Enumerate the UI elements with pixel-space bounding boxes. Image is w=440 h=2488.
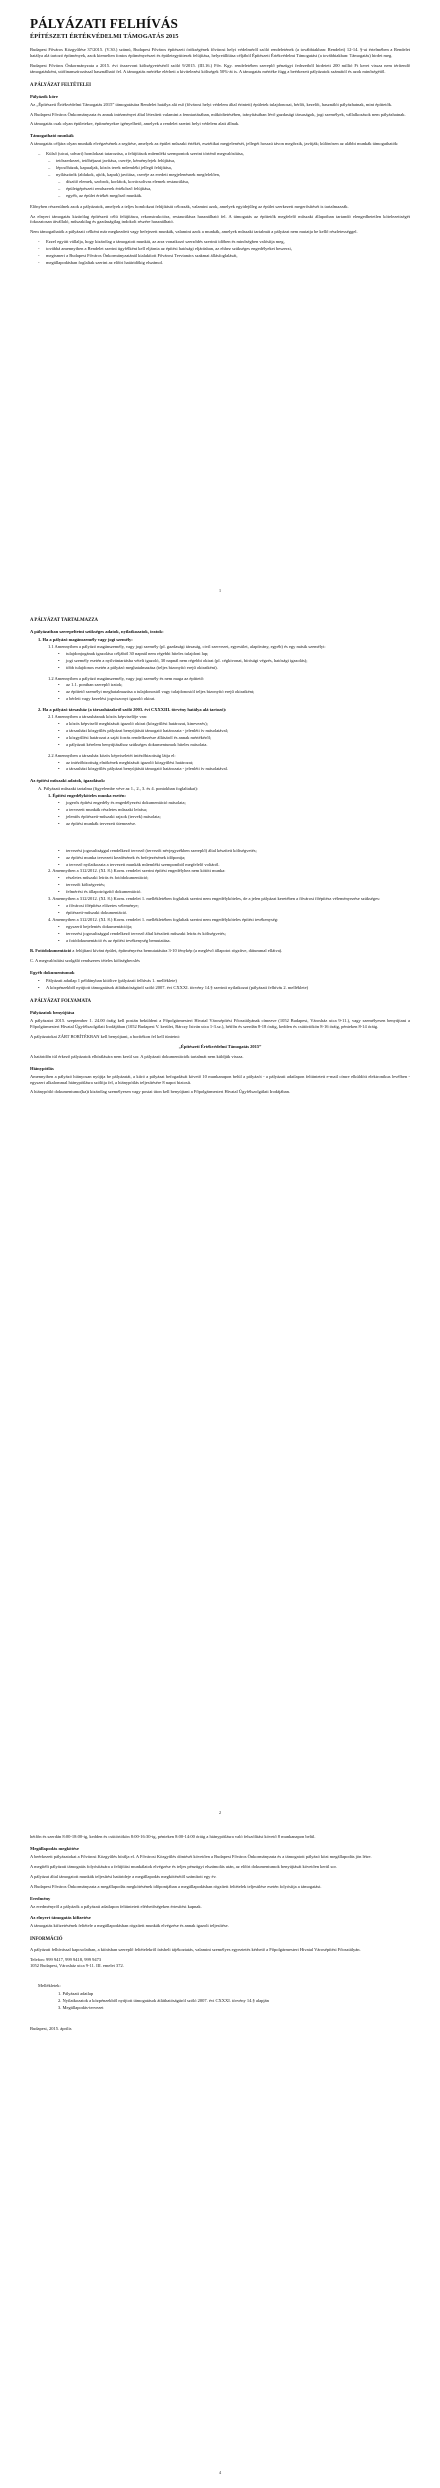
list-item: - megállapodásban foglaltak szerint az előírt határidőkig elszámol. — [38, 259, 164, 265]
list-item: 1. Pályázati adatlap — [58, 1990, 94, 1996]
subheading-other-documents: Egyéb dokumentumok — [30, 970, 75, 976]
list-item: • a tervezett munkák részletes műszaki leírása; — [58, 807, 148, 813]
subheading-submission: Pályázatok benyújtása — [30, 1010, 75, 1016]
list-item: • felmérési és állapotrögzítő dokumentáció. — [58, 889, 142, 895]
list-item: • Pályázati adatlap 1 példányban kitöltve (pályázati felhívás 1. melléklete) — [38, 978, 177, 984]
page-number: 1 — [218, 588, 222, 593]
list-item: 1. Építési engedélyköteles munka esetén: — [48, 793, 126, 799]
deficiency-paragraph-2: A hiánypótló dokumentumo(ka)t kizárólag személyesen vagy postai úton kell benyújtani a Főpolgármesteri Hivatal Ügyfélszolgálati Irodájában. — [30, 1089, 291, 1095]
list-item: • az építtető személyi meghatalmazása a tulajdonostól vagy tulajdonostól teljes bizonyító erejű okiratként; — [58, 689, 255, 695]
list-item: • a társasházi közgyűlés pályázat benyújtását támogató határozata - jelenléti ív másolatával; — [58, 727, 229, 733]
document-title: PÁLYÁZATI FELHÍVÁS — [30, 16, 178, 31]
works-paragraph-2: Előnyben részesülnek azok a pályázatok, amelyek a teljes homlokzat felújítását célozzák, valamint azok, amelyek egyidejűleg az épület szerkezeti megerősítését is tartalmazzák. — [30, 203, 349, 209]
submission-paragraph-2: A pályázatokat ZÁRT BORÍTÉKBAN kell benyújtani, a borítékon fel kell tüntetni: — [30, 1033, 180, 1039]
submission-paragraph-3: A határidőn túl érkező pályázatok elbírálására nem kerül sor. A pályázati dokumentációk tartalmát nem küldjük vissza. — [30, 1053, 244, 1059]
list-item: – Külső (utcai, udvari) homlokzat tatarozása, a felújítások műemléki szempontok szerint történő megvalósítása, — [38, 151, 244, 157]
list-item: • a bérleti vagy kezelési jogviszonyt igazoló okirat. — [58, 696, 156, 702]
subheading-technical-data: Az építési műszaki adatok, igazolások: — [30, 778, 106, 784]
document-page-1 — [0, 0, 440, 600]
info-paragraph: A pályázati felhívással kapcsolatban, a kiírásban szereplő feltételekről írásbeli tájékoztatás, valamint személyes egyeztetés kérhető a Főpolgármesteri Hivatal Városépítési Főosztályán. — [30, 1947, 361, 1953]
list-item: A. Pályázati műszaki tartalma (figyelembe véve az 1., 2., 3. és 4. pontokban foglaltakat): — [38, 786, 198, 792]
list-item: – díszítő elemek, szobrok, korlátok, kovácsoltvas elemek restaurálása, — [58, 178, 189, 184]
list-item: – nyílászárók (ablakok, ajtók, kapuk) javítása, cseréje az eredeti megjelenésnek megfelelően, — [48, 171, 221, 177]
list-item: 2.2 Amennyiben a társasház közös képviseletét intézőbizottság látja el: — [48, 752, 176, 758]
intro-paragraph-1: Budapest Főváros Közgyűlése 37/2015. (V.30.) számú, Budapest Főváros építészeti örökségének fővárosi helyi védelméről szóló rendeletének (a továbbiakban: Rendelet) 12-14. §-ai értelmében a Rendelet hatálya alá tartozó építmények, azok kiemelten fontos építményrészei és épületegyüttesek felújítása, helyreállítása céljából Építészeti Értékvédelmi Támogatást (a továbbiakban: Támogatás) hirdet meg. — [30, 47, 410, 58]
section-heading-contents: A PÁLYÁZAT TARTALMAZZA — [30, 618, 98, 623]
list-item: - továbbá amennyiben a Rendelet szerint ügyfélként kell eljárnia az építési hatósági eljárásban, az ehhez szükséges engedélyeket beszerzi, — [38, 246, 292, 252]
submission-paragraph-1: A pályázatot 2015. szeptember 1. 24.00 óráig kell postán beküldeni a Főpolgármesteri Hivatal Városépítési Főosztályának címezve (1052 Budapest, Városház utca 9-11.), vagy személyesen benyújtani a Főpolgármesteri Hivatal Ügyfélszolgálati Irodájában (1052 Budapest V. kerület, Bárczy István utca 1-3.sz.), hétfőn és szerdán 8-18 óráig, kedden és csütörtökön 8-16 óráig, pénteken 8-14 óráig. — [30, 1018, 410, 1029]
subheading-result: Eredmény — [30, 1895, 51, 1901]
document-page-3 — [0, 1824, 440, 2488]
applicants-paragraph-3: A támogatás csak olyan épületekre, építményekre igényelhető, amelyek a rendelet szerint helyi védelem alatt állnak. — [30, 121, 240, 127]
info-phone: Telefon: 999 9417, 999 9418, 999 9473 — [30, 1957, 102, 1963]
page-number: 2 — [218, 1810, 222, 1815]
document-page-2 — [0, 600, 440, 1824]
list-item: 2. Nyilatkozatok a közpénzekből nyújtott támogatások átláthatóságáról szóló 2007. évi CXXXI. törvény 14.§ alapján — [58, 1997, 269, 2003]
list-item: • a pályázati kérelem benyújtásához szükséges dokumentumok hiteles másolata. — [58, 741, 208, 747]
list-item: - Ezzel együtt vállalja, hogy kizárólag a támogatott munkát, az arra vonatkozó szerződés szerinti időben és minőségben valósítja meg, — [38, 239, 285, 245]
list-item: • a fővárosi főépítész előzetes véleménye; — [58, 903, 139, 908]
list-item: • a közös képviselő megbízását igazoló okirat (közgyűlési határozat, kinevezés); — [58, 720, 208, 726]
intro-paragraph-2: Budapest Főváros Önkormányzata a 2015. évi összevont költségvetéséről szóló 9/2015. (III.16.) Főv. Kgy. rendeletében szereplő pénzügyi fedezetből hirdetett 200 millió Ft keret vissza nem térítendő támogatásként, utófinanszírozással használható fel. A támogatás mértéke elérheti a kivitelezési költségek 50%-át is. A támogatás mértéke függ a beérkezett pályázatok számától és azok minőségétől. — [30, 62, 410, 74]
list-item: • jelentős építészeti-műszaki rajzok (tervek) másolata; — [58, 813, 161, 819]
document-subtitle: ÉPÍTÉSZETI ÉRTÉKVÉDELMI TÁMOGATÁS 2015 — [30, 33, 179, 40]
section-heading-information: INFORMÁCIÓ — [30, 1937, 63, 1943]
section-heading-conditions: A PÁLYÁZAT FELTÉTELEI — [30, 82, 92, 88]
works-paragraph-4: Nem támogathatók a pályázati célként már megkezdett vagy befejezett munkák, valamint azok a munkák, amelyek műszaki tartalmát a pályázat nem mutatja be kellő részletességgel. — [30, 229, 358, 235]
list-item: • a fotódokumentáció és az építési tevékenység bemutatása. — [58, 937, 171, 943]
list-item: – épületgépészeti rendszerek értékőrző felújítása, — [58, 185, 152, 191]
list-item: • az építési munka tervezett kezdésének és befejezésének időpontja; — [58, 854, 186, 860]
list-item: • építészeti-műszaki dokumentáció. — [58, 909, 128, 915]
list-item: • jogerős építési engedély és engedélyezési dokumentáció másolata; — [58, 800, 186, 806]
result-paragraph: Az eredményről a pályázók a pályázati adatlapon feltüntetett elérhetőségeken értesítést kapnak. — [30, 1903, 202, 1909]
agreement-paragraph-4: A Budapest Főváros Önkormányzata a megállapodás megkötésének időpontjában a megállapodásban rögzített feltételek teljesülése esetén folyósítja a támogatást. — [30, 1883, 322, 1889]
subheading-payment: Az elnyert támogatás kifizetése — [30, 1915, 91, 1921]
subheading-applicants: Pályázók köre — [30, 93, 58, 99]
list-item: • az 1.1. pontban szereplő iratok; — [58, 682, 123, 688]
cost-estimate: C. A megvalósítást szolgáló rendszeres tételes költségbecslés — [30, 958, 140, 964]
payment-paragraph: A támogatás kifizetésének feltétele a megállapodásban rögzített munkák elvégzése és annak igazolt teljesítése. — [30, 1923, 229, 1929]
applicants-paragraph-1: Az „Építészeti Értékvédelmi Támogatás 2015” támogatására Rendelet hatálya alá eső (fővárosi helyi védelem által érintett) épületek tulajdonosai, bérlői, kezelői, használói pályázhatnak, mint építtetők. — [30, 101, 393, 107]
list-item: - megismeri a Budapest Főváros Önkormányzatánál kialakított Fővárosi Tervtanács szakmai állásfoglalását, — [38, 253, 238, 259]
list-item: • részletes műszaki leírás és fotódokumentáció; — [58, 875, 149, 881]
applicants-paragraph-2: A Budapest Főváros Önkormányzata és annak intézményei által létesített valamint a fenntartásában, működtetésében, irányításában lévő gazdasági társaságok, jogi személyek, vállalkozások nem pályázhatnak. — [30, 111, 406, 117]
list-item: • az intézőbizottság elnökének megbízását igazoló közgyűlési határozat; — [58, 759, 194, 765]
section-heading-process: A PÁLYÁZAT FOLYAMATA — [30, 999, 91, 1005]
list-item: 2. Ha a pályázó társasház (a társasházakról szóló 2003. évi CXXXIII. törvény hatálya alá tartozó): — [38, 707, 227, 713]
list-item: 3. Megállapodás-tervezet — [58, 2004, 104, 2010]
list-item: 4. Amennyiben a 312/2012. (XI. 8.) Korm. rendelet 1. mellékletében foglaltak szerint nem engedélyköteles építési tevékenység: — [48, 916, 279, 922]
list-item: • a közgyűlési határozat a saját forrás rendelkezésre állásáról és annak mértékéről; — [58, 734, 212, 740]
list-item: – lépcsőházak, kapualjak, közös terek műemléki jellegű felújítása, — [48, 165, 172, 171]
page-number: 4 — [218, 2470, 222, 2475]
list-item: • jogi személy esetén a nyilvántartásba vételt igazoló, 30 napnál nem régebbi okirat (pl. cégkivonat, bírósági végzés, hatósági igazolás); — [58, 657, 308, 663]
subheading-required-documents: A pályázatban szerepeltetni szükséges adatok, nyilatkozatok, iratok: — [30, 629, 164, 634]
works-paragraph-3: Az elnyert támogatás kizárólag építészeti célú felújításra, rekonstrukcióra, restaurálásra használható fel. A támogatás az építtetők megfelelő műszaki állapotban tartandó elengedhetetlen kötelezettségét fokozatosan átvállaló, műszakilag és gazdaságilag indokolt részére használható. — [30, 213, 410, 225]
list-item: 1.1 Amennyiben a pályázó magánszemély, vagy jogi személy (pl. gazdasági társaság, civil szervezet, egyesület, alapítvány, egyéb) és egy másik személyt: — [48, 643, 326, 649]
agreement-paragraph-3: A pályázat által támogatott munkák teljesítési határideje a megállapodás megkötésétől számított egy év. — [30, 1873, 217, 1879]
list-item: • tulajdonjogának igazolása céljából 30 napnál nem régebbi hiteles tulajdoni lap; — [58, 650, 209, 656]
list-item: 3. Amennyiben a 312/2012. (XI. 8.) Korm. rendelet 1. mellékletében foglaltak szerint nem engedélyköteles, de a jelen pályázat keretében a fővárosi főépítész véleményezése szükséges: — [48, 896, 381, 902]
list-item: • több tulajdonos esetén a pályázó meghatalmazása (teljes bizonyító erejű okiratként). — [58, 664, 218, 670]
continuation-paragraph: hétfőn és szerdán 8:00-18:00-ig, kedden és csütörtökön 8:00-16:30-ig, pénteken 8:00-14:00 óráig a hiánypótlásra való felszólítást követő 8 munkanapon belül. — [30, 1834, 316, 1839]
agreement-paragraph-1: A beérkezett pályázatokat a Fővárosi Közgyűlés bírálja el. A Fővárosi Közgyűlés döntését követően a Budapest Főváros Önkormányzata és a támogatott pályázó közt megállapodás jön létre. — [30, 1853, 372, 1859]
list-item: • a tervező nyilatkozata a tervezett munkák műemléki szempontból megfelelő voltáról. — [58, 861, 220, 867]
list-item: • A közpénzekből nyújtott támogatások átláthatóságáról szóló 2007. évi CXXXI. törvény 14.§ szerinti nyilatkozat (pályázati felhívás 2. melléklete) — [38, 985, 309, 991]
works-paragraph-1: A támogatás céljára olyan munkák elvégzésének a segítése, amelyek az épület műszaki értékét, esztétikai megjelenését, jellegét hosszú távon megőrzik, javítják; különösen az alábbi munkák támogathatók: — [30, 141, 399, 147]
list-item: • tervezési jogosultsággal rendelkező tervező által készített műszaki leírás és költségvetés; — [58, 930, 226, 936]
deficiency-paragraph-1: Amennyiben a pályázó hiányosan nyújtja be pályázatát, a kiíró a pályázat befogadását követő 10 munkanapon belül a pályázót - a pályázati adatlapon feltüntetett e-mail címre elküldött elektronikus levélben - egyszeri alkalommal hiánypótlásra szólítja fel, a hiánypótlás teljesítésére 8 napot biztosít. — [30, 1073, 410, 1085]
subheading-supported-works: Támogatható munkák — [30, 133, 74, 139]
list-item: • az építési munkák tervezett ütemezése. — [58, 820, 137, 826]
list-item: 1.2 Amennyiben a pályázó magánszemély, vagy jogi személy és nem maga az építtető: — [48, 675, 205, 681]
photo-documentation: B. Fotódokumentáció a felújítani kívánt épület, építményrész bemutatására 3-10 fénykép (a meglévő állapotot rögzítve, dátummal ellátva). — [30, 948, 283, 954]
list-item: • tervezési jogosultsággal rendelkező tervező (tervezői névjegyzékben szereplő) által készített költségvetés; — [58, 847, 257, 853]
list-item: – tetőszerkezet, tetőhéjazat javítása, cseréje, kéményfejek felújítása, — [48, 158, 176, 164]
attachments-heading: Mellékletek: — [38, 1983, 61, 1989]
subheading-agreement: Megállapodás megkötése — [30, 1845, 79, 1851]
list-item: • tervezői költségvetés; — [58, 882, 106, 888]
list-item: – egyéb, az épület értékét megőrző munkák. — [58, 192, 143, 198]
list-item: 2.1 Amennyiben a társasháznak közös képviselője van: — [48, 714, 148, 720]
list-item: • a társasházi közgyűlés pályázat benyújtását támogató határozata - jelenléti ív másolatával. — [58, 766, 229, 772]
list-item: • egyszerű bejelentés dokumentációja; — [58, 923, 133, 929]
list-item: 1. Ha a pályázó magánszemély vagy jogi személy: — [38, 637, 133, 642]
submission-envelope-label: „Építészeti Értékvédelmi Támogatás 2015” — [178, 1043, 262, 1049]
agreement-paragraph-2: A megítélt pályázati támogatás folyósítására a felújítási munkálatok elvégzése és teljes pénzügyi elszámolás után, az előírt dokumentumok benyújtását követően kerül sor. — [30, 1863, 337, 1869]
place-and-date: Budapest, 2015. április — [30, 2025, 72, 2031]
subheading-deficiency: Hiánypótlás — [30, 1065, 54, 1071]
info-address: 1052 Budapest, Városház utca 9-11. III. emelet 372. — [30, 1963, 124, 1969]
list-item: 2. Amennyiben a 312/2012. (XI. 8.) Korm. rendelet szerint építési engedélyhez nem kötött munka: — [48, 868, 226, 874]
